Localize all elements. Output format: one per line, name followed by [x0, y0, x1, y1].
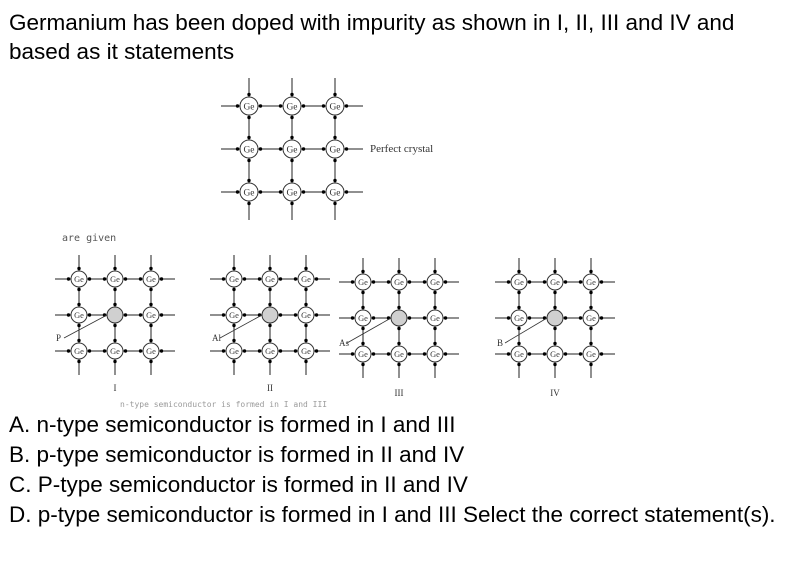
electron-dot: [304, 267, 307, 270]
electron-dot: [543, 280, 546, 283]
electron-dot: [279, 277, 282, 280]
electron-dot: [294, 313, 297, 316]
electron-dot: [528, 280, 531, 283]
electron-dot: [259, 147, 262, 150]
electron-dot: [433, 327, 436, 330]
electron-dot: [589, 306, 592, 309]
impurity-atom: [547, 310, 563, 326]
electron-dot: [247, 136, 250, 139]
electron-dot: [232, 324, 235, 327]
lattice-1: [55, 255, 175, 393]
electron-dot: [77, 267, 80, 270]
electron-dot: [433, 363, 436, 366]
electron-dot: [77, 324, 80, 327]
option-b[interactable]: B. p-type semiconductor is formed in II and IV: [9, 442, 465, 467]
electron-dot: [290, 136, 293, 139]
electron-dot: [124, 277, 127, 280]
electron-dot: [160, 349, 163, 352]
ge-atom-label: Ge: [430, 278, 440, 288]
electron-dot: [88, 313, 91, 316]
ge-atom-label: Ge: [514, 350, 524, 360]
electron-dot: [397, 342, 400, 345]
electron-dot: [444, 316, 447, 319]
electron-dot: [553, 291, 556, 294]
ge-atom-label: Ge: [74, 311, 84, 321]
electron-dot: [600, 352, 603, 355]
electron-dot: [113, 339, 116, 342]
electron-dot: [77, 339, 80, 342]
ge-atom-label: Ge: [329, 102, 341, 113]
electron-dot: [528, 352, 531, 355]
electron-dot: [333, 93, 336, 96]
electron-dot: [333, 179, 336, 182]
electron-dot: [77, 360, 80, 363]
electron-dot: [304, 339, 307, 342]
impurity-label: Al: [212, 333, 221, 343]
electron-dot: [113, 288, 116, 291]
electron-dot: [236, 147, 239, 150]
electron-dot: [579, 280, 582, 283]
electron-dot: [361, 270, 364, 273]
ge-atom-label: Ge: [301, 275, 311, 285]
electron-dot: [149, 360, 152, 363]
electron-dot: [333, 202, 336, 205]
electron-dot: [589, 363, 592, 366]
electron-dot: [589, 270, 592, 273]
electron-dot: [372, 316, 375, 319]
electron-dot: [243, 277, 246, 280]
electron-dot: [160, 313, 163, 316]
electron-dot: [423, 352, 426, 355]
electron-dot: [222, 313, 225, 316]
electron-dot: [294, 349, 297, 352]
option-d[interactable]: D. p-type semiconductor is formed in I and III Select the correct statement(s).: [9, 502, 776, 527]
electron-dot: [290, 179, 293, 182]
ge-atom-label: Ge: [146, 347, 156, 357]
impurity-label: B: [497, 338, 504, 348]
electron-dot: [290, 93, 293, 96]
electron-dot: [149, 339, 152, 342]
electron-dot: [243, 313, 246, 316]
electron-dot: [236, 190, 239, 193]
electron-dot: [361, 342, 364, 345]
electron-dot: [397, 327, 400, 330]
electron-dot: [333, 159, 336, 162]
electron-dot: [507, 280, 510, 283]
ge-atom-label: Ge: [301, 347, 311, 357]
electron-dot: [302, 190, 305, 193]
ge-atom-label: Ge: [550, 278, 560, 288]
electron-dot: [259, 104, 262, 107]
lattice-2: [210, 255, 330, 393]
electron-dot: [553, 306, 556, 309]
electron-dot: [247, 202, 250, 205]
ge-atom-label: Ge: [110, 275, 120, 285]
electron-dot: [315, 349, 318, 352]
electron-dot: [387, 352, 390, 355]
ge-atom-label: Ge: [286, 102, 298, 113]
electron-dot: [351, 352, 354, 355]
electron-dot: [268, 303, 271, 306]
question-text: Germanium has been doped with impurity as shown in I, II, III and IV and based as it statements: [9, 10, 735, 64]
ge-atom-label: Ge: [146, 311, 156, 321]
ge-atom-label: Ge: [358, 314, 368, 324]
electron-dot: [88, 277, 91, 280]
ge-atom-label: Ge: [358, 350, 368, 360]
ge-atom-label: Ge: [514, 314, 524, 324]
perfect-crystal-lattice: [221, 78, 363, 220]
ge-atom-label: Ge: [286, 145, 298, 156]
ge-atom-label: Ge: [229, 311, 239, 321]
ge-atom-label: Ge: [110, 347, 120, 357]
electron-dot: [67, 277, 70, 280]
electron-dot: [397, 291, 400, 294]
electron-dot: [259, 190, 262, 193]
electron-dot: [149, 324, 152, 327]
are-given-text: are given: [62, 233, 117, 244]
electron-dot: [67, 313, 70, 316]
electron-dot: [113, 360, 116, 363]
electron-dot: [268, 288, 271, 291]
electron-dot: [113, 267, 116, 270]
electron-dot: [302, 147, 305, 150]
electron-dot: [517, 342, 520, 345]
electron-dot: [579, 352, 582, 355]
electron-dot: [124, 349, 127, 352]
electron-dot: [243, 349, 246, 352]
electron-dot: [408, 316, 411, 319]
lattice-4: [495, 258, 615, 398]
electron-dot: [589, 291, 592, 294]
electron-dot: [517, 291, 520, 294]
electron-dot: [290, 159, 293, 162]
impurity-label: As: [339, 338, 350, 348]
electron-dot: [247, 179, 250, 182]
electron-dot: [247, 93, 250, 96]
lattice-3: [339, 258, 459, 398]
electron-dot: [302, 104, 305, 107]
electron-dot: [423, 316, 426, 319]
electron-dot: [517, 327, 520, 330]
electron-dot: [423, 280, 426, 283]
electron-dot: [517, 270, 520, 273]
electron-dot: [290, 116, 293, 119]
electron-dot: [361, 327, 364, 330]
electron-dot: [232, 267, 235, 270]
lattice-numeral: I: [113, 383, 117, 393]
ge-atom-label: Ge: [329, 188, 341, 199]
electron-dot: [247, 159, 250, 162]
ge-atom-label: Ge: [229, 347, 239, 357]
electron-dot: [361, 306, 364, 309]
electron-dot: [222, 277, 225, 280]
ge-atom-label: Ge: [586, 350, 596, 360]
electron-dot: [139, 277, 142, 280]
electron-dot: [77, 303, 80, 306]
electron-dot: [279, 190, 282, 193]
ge-atom-label: Ge: [550, 350, 560, 360]
option-c[interactable]: C. P-type semiconductor is formed in II and IV: [9, 472, 468, 497]
electron-dot: [564, 280, 567, 283]
ge-atom-label: Ge: [74, 275, 84, 285]
ge-atom-label: Ge: [243, 102, 255, 113]
electron-dot: [351, 316, 354, 319]
electron-dot: [304, 360, 307, 363]
ge-atom-label: Ge: [394, 350, 404, 360]
electron-dot: [517, 306, 520, 309]
ge-atom-label: Ge: [286, 188, 298, 199]
electron-dot: [408, 280, 411, 283]
electron-dot: [222, 349, 225, 352]
electron-dot: [258, 349, 261, 352]
electron-dot: [77, 288, 80, 291]
electron-dot: [236, 104, 239, 107]
electron-dot: [564, 352, 567, 355]
electron-dot: [543, 352, 546, 355]
electron-dot: [294, 277, 297, 280]
electron-dot: [579, 316, 582, 319]
electron-dot: [279, 349, 282, 352]
ge-atom-label: Ge: [430, 314, 440, 324]
ge-atom-label: Ge: [430, 350, 440, 360]
ge-atom-label: Ge: [243, 188, 255, 199]
electron-dot: [345, 190, 348, 193]
electron-dot: [517, 363, 520, 366]
electron-dot: [113, 303, 116, 306]
ge-atom-label: Ge: [514, 278, 524, 288]
electron-dot: [103, 349, 106, 352]
electron-dot: [67, 349, 70, 352]
ge-atom-label: Ge: [329, 145, 341, 156]
ge-atom-label: Ge: [74, 347, 84, 357]
electron-dot: [258, 277, 261, 280]
electron-dot: [433, 306, 436, 309]
electron-dot: [553, 342, 556, 345]
electron-dot: [397, 306, 400, 309]
electron-dot: [333, 136, 336, 139]
electron-dot: [279, 313, 282, 316]
electron-dot: [553, 363, 556, 366]
electron-dot: [149, 267, 152, 270]
electron-dot: [304, 288, 307, 291]
electron-dot: [322, 104, 325, 107]
electron-dot: [372, 280, 375, 283]
lattice-numeral: IV: [550, 388, 560, 398]
lattice-numeral: II: [267, 383, 273, 393]
electron-dot: [433, 342, 436, 345]
electron-dot: [268, 339, 271, 342]
electron-dot: [345, 104, 348, 107]
electron-dot: [444, 280, 447, 283]
electron-dot: [589, 342, 592, 345]
option-a[interactable]: A. n-type semiconductor is formed in I and III: [9, 412, 456, 437]
electron-dot: [553, 327, 556, 330]
ge-atom-label: Ge: [394, 278, 404, 288]
electron-dot: [232, 288, 235, 291]
electron-dot: [279, 147, 282, 150]
electron-dot: [103, 277, 106, 280]
electron-dot: [88, 349, 91, 352]
electron-dot: [553, 270, 556, 273]
electron-dot: [433, 270, 436, 273]
electron-dot: [444, 352, 447, 355]
electron-dot: [232, 303, 235, 306]
impurity-atom: [107, 307, 123, 323]
impurity-label: P: [56, 333, 62, 343]
electron-dot: [247, 116, 250, 119]
electron-dot: [507, 352, 510, 355]
electron-dot: [268, 267, 271, 270]
electron-dot: [124, 313, 127, 316]
electron-dot: [304, 324, 307, 327]
electron-dot: [397, 270, 400, 273]
electron-dot: [322, 147, 325, 150]
electron-dot: [351, 280, 354, 283]
electron-dot: [268, 360, 271, 363]
ge-atom-label: Ge: [229, 275, 239, 285]
electron-dot: [361, 363, 364, 366]
electron-dot: [160, 277, 163, 280]
lattice-numeral: III: [394, 388, 404, 398]
ge-atom-label: Ge: [243, 145, 255, 156]
electron-dot: [361, 291, 364, 294]
electron-dot: [333, 116, 336, 119]
electron-dot: [268, 324, 271, 327]
electron-dot: [564, 316, 567, 319]
ge-atom-label: Ge: [265, 347, 275, 357]
ge-atom-label: Ge: [146, 275, 156, 285]
electron-dot: [279, 104, 282, 107]
electron-dot: [589, 327, 592, 330]
electron-dot: [232, 360, 235, 363]
electron-dot: [113, 324, 116, 327]
electron-dot: [600, 316, 603, 319]
electron-dot: [139, 349, 142, 352]
electron-dot: [315, 277, 318, 280]
impurity-atom: [391, 310, 407, 326]
options-list: [9, 410, 794, 530]
electron-dot: [408, 352, 411, 355]
electron-dot: [304, 303, 307, 306]
electron-dot: [290, 202, 293, 205]
electron-dot: [387, 280, 390, 283]
electron-dot: [372, 352, 375, 355]
electron-dot: [149, 288, 152, 291]
perfect-crystal-label: Perfect crystal: [370, 143, 434, 155]
impurity-atom: [262, 307, 278, 323]
electron-dot: [315, 313, 318, 316]
electron-dot: [149, 303, 152, 306]
ge-atom-label: Ge: [301, 311, 311, 321]
electron-dot: [433, 291, 436, 294]
electron-dot: [528, 316, 531, 319]
electron-dot: [232, 339, 235, 342]
electron-dot: [600, 280, 603, 283]
electron-dot: [322, 190, 325, 193]
ge-atom-label: Ge: [265, 275, 275, 285]
ge-atom-label: Ge: [586, 278, 596, 288]
electron-dot: [345, 147, 348, 150]
electron-dot: [139, 313, 142, 316]
ge-atom-label: Ge: [358, 278, 368, 288]
cut-off-text: n-type semiconductor is formed in I and III: [120, 400, 328, 409]
electron-dot: [397, 363, 400, 366]
electron-dot: [507, 316, 510, 319]
ge-atom-label: Ge: [586, 314, 596, 324]
